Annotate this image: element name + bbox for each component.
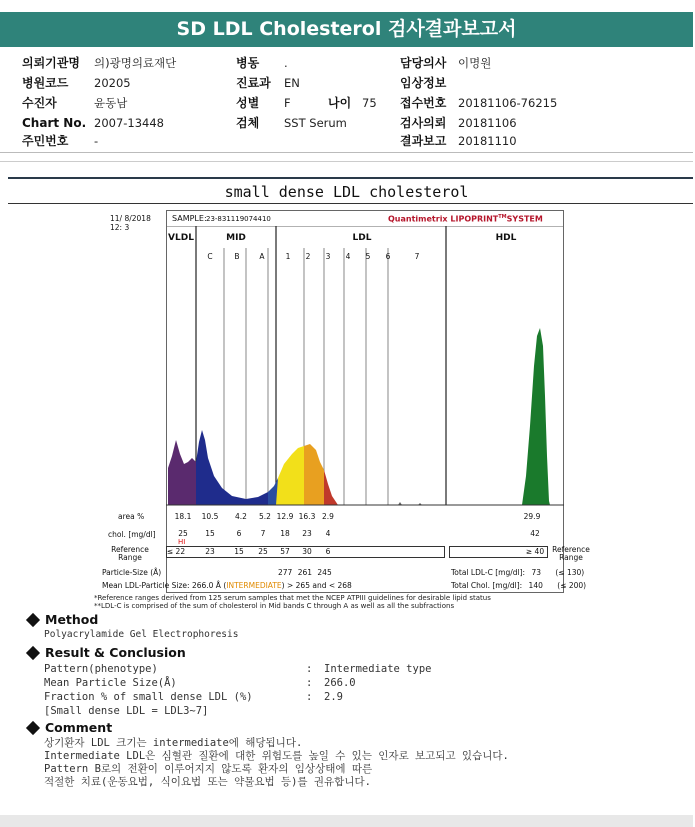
- header-label: 담당의사: [400, 56, 447, 70]
- chol-value: 15: [205, 529, 215, 538]
- comment-line: 상기환자 LDL 크기는 intermediate에 해당됩니다.: [44, 737, 303, 749]
- header-row: [22, 96, 128, 110]
- ref-value: ≤ 22: [166, 547, 186, 556]
- particle-size-label: Particle-Size (Å): [102, 568, 162, 577]
- header-row: [22, 76, 131, 90]
- ref-value: 6: [325, 547, 331, 556]
- header-value: 20181106-76215: [458, 96, 558, 110]
- area-value: 5.2: [259, 512, 271, 521]
- ldl3-peak: [324, 470, 338, 505]
- header-value: 20181106: [458, 116, 517, 130]
- result-colon: :: [306, 691, 313, 703]
- method-heading: [28, 612, 98, 627]
- header-label: 검사의뢰: [400, 116, 447, 130]
- method-text: Polyacrylamide Gel Electrophoresis: [44, 629, 239, 640]
- band-label: 7: [414, 252, 420, 261]
- sample-label: SAMPLE:: [172, 214, 207, 223]
- area-value: 18.1: [174, 512, 192, 521]
- header-label: 병동: [236, 56, 260, 70]
- chol-value: 23: [302, 529, 312, 538]
- result-note: [Small dense LDL = LDL3~7]: [44, 705, 209, 717]
- total-ldl-value: 73: [531, 568, 541, 577]
- section-subtitle: small dense LDL cholesterol: [224, 183, 469, 201]
- result-value: Intermediate type: [324, 663, 432, 675]
- print-time: 12: 3: [110, 223, 130, 232]
- area-row-label: area %: [118, 512, 145, 521]
- result-value: 266.0: [324, 677, 356, 689]
- header-label: 병원코드: [22, 76, 69, 90]
- area-value: 12.9: [276, 512, 294, 521]
- total-ldl-label: Total LDL-C [mg/dl]:: [451, 568, 526, 577]
- band-separators: [196, 226, 446, 505]
- result-value: 2.9: [324, 691, 343, 703]
- brand-label: [388, 213, 543, 224]
- particle-size-values: 277 261 245: [278, 568, 332, 577]
- band-label: 1: [285, 252, 291, 261]
- header-label: Chart No.: [22, 116, 87, 130]
- area-value: 29.9: [523, 512, 541, 521]
- mean-ldl-value: 266.0 Å: [191, 581, 221, 590]
- diamond-bullet-icon: [26, 646, 40, 660]
- method-heading-text: Method: [45, 612, 99, 627]
- header-value: 윤동남: [94, 96, 128, 110]
- ref-value: 23: [205, 547, 215, 556]
- header-row: [236, 96, 291, 110]
- band-label: A: [259, 252, 265, 261]
- chol-value: 4: [325, 529, 331, 538]
- page-footer-bar: [0, 815, 693, 827]
- result-label: Pattern(phenotype): [44, 663, 158, 675]
- mean-ldl-label: Mean LDL-Particle Size:: [102, 581, 190, 590]
- comment-line: Intermediate LDL은 심혈관 질환에 대한 위험도를 높일 수 있는 인자로 보고되고 있습니다.: [44, 750, 509, 762]
- band-label: B: [234, 252, 240, 261]
- header-value: EN: [284, 76, 300, 90]
- area-value: 4.2: [235, 512, 247, 521]
- total-chol-ref: (≤ 200): [557, 581, 587, 590]
- divider: [8, 177, 693, 179]
- result-heading-text: Result & Conclusion: [45, 645, 186, 660]
- comment-heading-text: Comment: [45, 720, 113, 735]
- divider: [0, 161, 693, 162]
- diamond-bullet-icon: [26, 721, 40, 735]
- header-value: F: [284, 96, 291, 110]
- header-value: 20205: [94, 76, 131, 90]
- ldl2-peak: [304, 444, 324, 505]
- band-label: 4: [345, 252, 351, 261]
- header-value: SST Serum: [284, 116, 347, 130]
- band-labels: [207, 252, 419, 261]
- comment-line: 적절한 치료(운동요법, 식이요법 또는 약물요법 등)를 권유합니다.: [44, 776, 371, 788]
- header-row: [400, 56, 492, 70]
- band-label: 3: [325, 252, 331, 261]
- total-chol-label: Total Chol. [mg/dl]:: [451, 581, 523, 590]
- header-row: [22, 134, 99, 148]
- band-label: C: [207, 252, 213, 261]
- header-label: 진료과: [236, 76, 271, 90]
- header-row: [236, 56, 288, 70]
- ref-right-label: Reference Range: [552, 545, 590, 562]
- diamond-bullet-icon: [26, 613, 40, 627]
- band-label: 6: [385, 252, 391, 261]
- chol-value: 6: [236, 529, 242, 538]
- header-row: [22, 56, 177, 70]
- header-label: 의뢰기관명: [22, 56, 80, 70]
- reference-footnote: *Reference ranges derived from 125 serum samples that met the NCEP ATPIII guidelines for desirable lipid status: [94, 594, 491, 602]
- group-label-vldl: VLDL: [168, 233, 194, 243]
- chol-value: 42: [530, 529, 540, 538]
- header-value: 20181110: [458, 134, 517, 148]
- result-colon: :: [306, 663, 313, 675]
- vldl-peak: [168, 440, 196, 505]
- ref-value: 25: [258, 547, 268, 556]
- header-row: [400, 134, 517, 148]
- header-row: [328, 96, 377, 110]
- divider: [8, 203, 693, 204]
- result-colon: :: [306, 677, 313, 689]
- header-row: [236, 76, 300, 90]
- divider: [0, 152, 693, 153]
- report-title: SD LDL Cholesterol 검사결과보고서: [0, 12, 693, 47]
- chol-value: 25: [178, 529, 188, 538]
- group-label-ldl: LDL: [352, 233, 372, 243]
- area-value: 10.5: [201, 512, 219, 521]
- brand-name: Quantimetrix LIPOPRINT: [388, 214, 499, 224]
- electrophoresis-chart: [166, 226, 564, 511]
- mean-ldl-range: > 265 and < 268: [286, 581, 352, 590]
- mean-ldl-row: Mean LDL-Particle Size: 266.0 Å (INTERMEDIATE) > 265 and < 268: [102, 581, 352, 590]
- header-label: 주민번호: [22, 134, 69, 148]
- header-row: [400, 76, 446, 90]
- result-label: Fraction % of small dense LDL (%): [44, 691, 253, 703]
- header-value: 75: [362, 96, 377, 110]
- hi-flag: HI: [178, 538, 186, 546]
- result-heading: [28, 645, 186, 660]
- chol-row-label: chol. [mg/dl]: [108, 530, 156, 539]
- header-row: [400, 116, 517, 130]
- density-peaks: [168, 328, 550, 505]
- ldl1-peak: [276, 446, 304, 505]
- ref-value: 30: [302, 547, 312, 556]
- sample-id: 23-831119074410: [206, 215, 271, 223]
- ref-value: 15: [234, 547, 244, 556]
- header-value: .: [284, 56, 288, 70]
- band-label: 2: [305, 252, 311, 261]
- header-row: [236, 116, 347, 130]
- total-ldl-row: [451, 568, 584, 577]
- header-row: [400, 96, 558, 110]
- area-value: 2.9: [322, 512, 334, 521]
- total-chol-row: [451, 581, 586, 590]
- header-value: 의)광명의료재단: [94, 56, 177, 70]
- header-label: 나이: [328, 96, 352, 110]
- header-value: 이명원: [458, 56, 492, 70]
- band-label: 5: [365, 252, 371, 261]
- header-value: -: [94, 134, 99, 148]
- mean-ldl-type: INTERMEDIATE: [226, 581, 282, 590]
- header-label: 성별: [236, 96, 260, 110]
- print-date: 11/ 8/2018: [110, 214, 151, 223]
- chol-value: 18: [280, 529, 290, 538]
- group-label-hdl: HDL: [495, 233, 517, 243]
- brand-system: SYSTEM: [506, 214, 543, 224]
- total-chol-value: 140: [528, 581, 543, 590]
- mid-peak: [196, 430, 268, 505]
- ldl-footnote: **LDL-C is comprised of the sum of cholesterol in Mid bands C through A as well as all the subfractions: [94, 602, 455, 610]
- hdl-peak: [522, 328, 550, 505]
- group-label-mid: MID: [226, 233, 246, 243]
- header-label: 임상정보: [400, 76, 447, 90]
- chol-value: 7: [260, 529, 266, 538]
- result-label: Mean Particle Size(Å): [44, 677, 177, 689]
- comment-line: Pattern B로의 전환이 이루어지지 않도록 환자의 임상상태에 따른: [44, 763, 373, 775]
- area-value: 16.3: [298, 512, 316, 521]
- ref-value: 57: [280, 547, 290, 556]
- group-labels: [168, 233, 517, 243]
- brand-tm: TM: [498, 214, 507, 220]
- ref-row-label: Reference Range: [111, 545, 149, 562]
- total-ldl-ref: (≤ 130): [555, 568, 585, 577]
- header-label: 결과보고: [400, 134, 447, 148]
- comment-heading: [28, 720, 112, 735]
- header-label: 접수번호: [400, 96, 447, 110]
- header-label: 검체: [236, 116, 260, 130]
- header-label: 수진자: [22, 96, 57, 110]
- header-value: 2007-13448: [94, 116, 164, 130]
- header-row: [22, 116, 164, 130]
- ref-value: ≥ 40: [525, 547, 545, 556]
